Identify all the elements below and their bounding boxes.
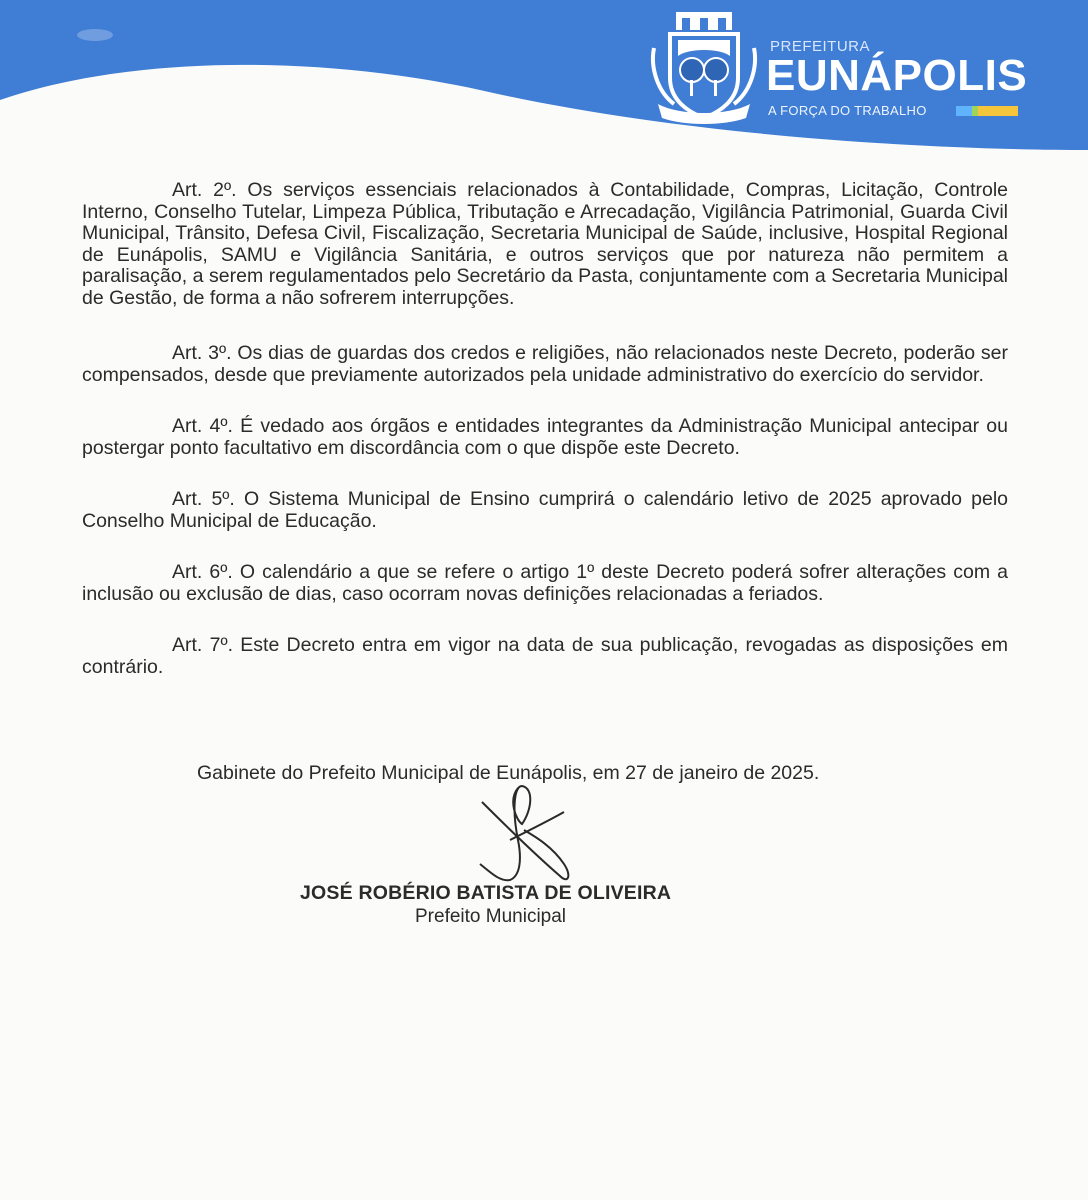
color-bar-blue (956, 106, 972, 116)
handwritten-signature (460, 780, 620, 890)
article-3: Art. 3º. Os dias de guardas dos credos e religiões, não relacionados neste Decreto, poderão ser compensados, desde que previamente autorizados pela unidade administrativo do exercício do servidor. (82, 342, 1008, 386)
signoff-line: Gabinete do Prefeito Municipal de Eunápolis, em 27 de janeiro de 2025. (197, 762, 820, 784)
article-5: Art. 5º. O Sistema Municipal de Ensino cumprirá o calendário letivo de 2025 aprovado pelo Conselho Municipal de Educação. (82, 488, 1008, 532)
color-bar-yellow (978, 106, 1018, 116)
signer-role: Prefeito Municipal (415, 906, 567, 927)
city-logo (640, 8, 1040, 128)
article-6: Art. 6º. O calendário a que se refere o artigo 1º deste Decreto poderá sofrer alterações com a inclusão ou exclusão de dias, caso ocorram novas definições relacionadas a feriados. (82, 561, 1008, 605)
color-bars (956, 106, 1018, 116)
brand-prefix: PREFEITURA (770, 38, 871, 55)
brand-slogan: A FORÇA DO TRABALHO (768, 103, 927, 118)
article-4: Art. 4º. É vedado aos órgãos e entidades integrantes da Administração Municipal antecipar ou postergar ponto facultativo em discordância com o que dispõe este Decreto. (82, 415, 1008, 459)
article-2: Art. 2º. Os serviços essenciais relacionados à Contabilidade, Compras, Licitação, Controle Interno, Conselho Tutelar, Limpeza Pública, Tributação e Arrecadação, Vigilância Patrimonial, Guarda Civil Municipal, Trânsito, Defesa Civil, Fiscalização, Secretaria Municipal de Saúde, inclusive, Hospital Regional de Eunápolis, SAMU e Vigilância Sanitária, e outros serviços que por natureza não permitem a paralisação, a serem regulamentados pelo Secretário da Pasta, conjuntamente com a Secretaria Municipal de Gestão, de forma a não sofrerem interrupções. (82, 179, 1008, 309)
coat-of-arms-icon (640, 8, 768, 130)
brand-city-name: EUNÁPOLIS (766, 51, 1028, 100)
decree-body (82, 180, 1008, 708)
signer-name: JOSÉ ROBÉRIO BATISTA DE OLIVEIRA (300, 882, 672, 904)
article-7: Art. 7º. Este Decreto entra em vigor na data de sua publicação, revogadas as disposições em contrário. (82, 634, 1008, 678)
